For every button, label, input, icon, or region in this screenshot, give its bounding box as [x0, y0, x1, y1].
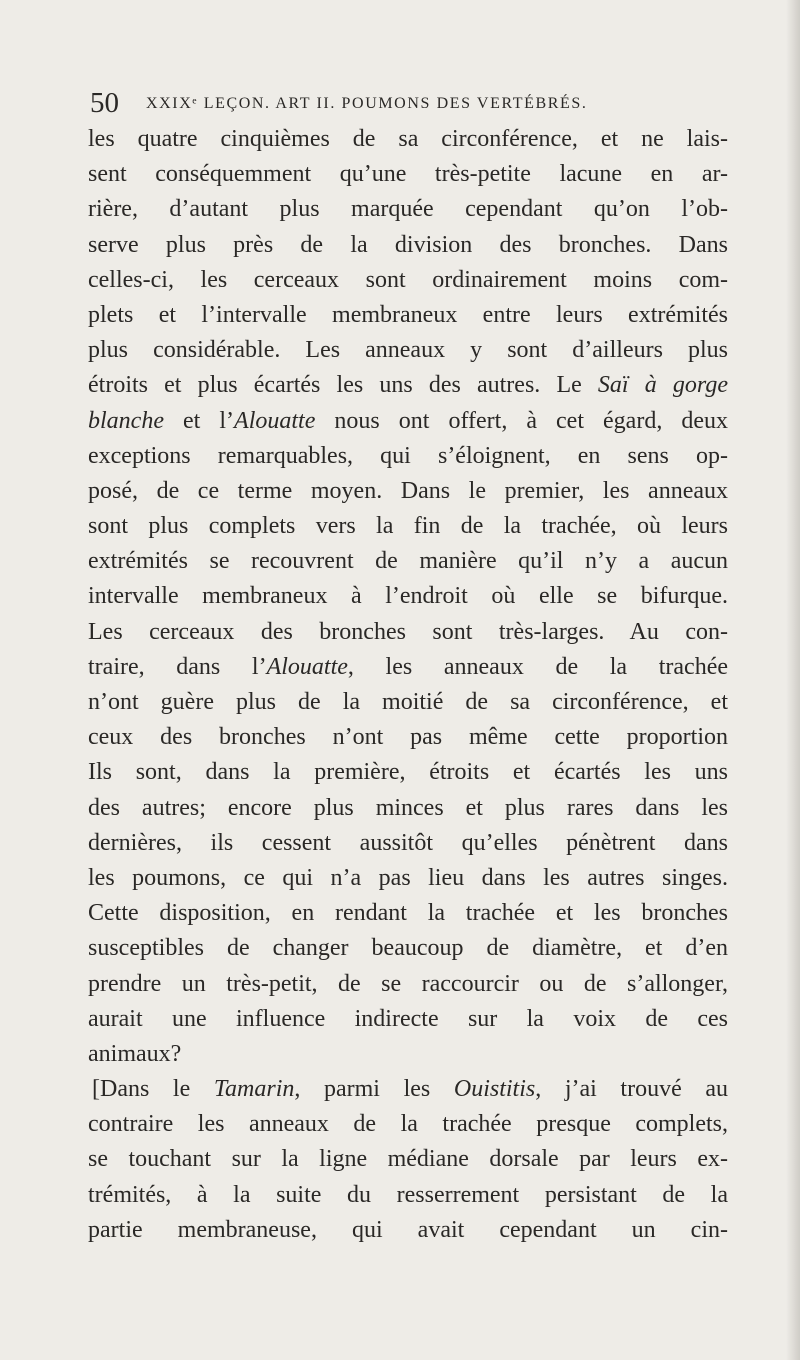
text-segment: Les cerceaux des bronches sont très-larges. Au con-	[88, 618, 728, 645]
text-segment: les poumons, ce qui n’a pas lieu dans les autres singes.	[88, 864, 728, 891]
text-segment: Ils sont, dans la première, étroits et écartés les uns	[88, 759, 728, 786]
text-segment: sont plus complets vers la fin de la trachée, où leurs	[88, 513, 728, 540]
text-segment: et l’	[163, 407, 235, 434]
text-line	[88, 720, 728, 755]
text-line	[88, 192, 728, 227]
text-line	[88, 931, 728, 966]
italic-term: Alouatte	[234, 407, 316, 434]
scan-edge-shadow	[786, 0, 800, 1360]
text-segment: dernières, ils cessent aussitôt qu’elles pénètrent dans	[88, 829, 728, 856]
text-segment: des autres; encore plus minces et plus rares dans les	[88, 794, 728, 821]
text-line	[88, 509, 728, 544]
text-segment: se touchant sur la ligne médiane dorsale par leurs ex-	[88, 1146, 728, 1173]
text-segment: animaux?	[88, 1040, 182, 1067]
text-segment: Cette disposition, en rendant la trachée et les bronches	[88, 900, 728, 927]
text-segment: les quatre cinquièmes de sa circonférence, et ne lais-	[88, 126, 728, 152]
text-segment: plus considérable. Les anneaux y sont d’ailleurs plus	[88, 337, 728, 364]
text-segment: [Dans le	[92, 1076, 214, 1103]
text-segment: aurait une influence indirecte sur la voix de ces	[88, 1005, 728, 1032]
text-line	[88, 650, 728, 685]
text-segment: exceptions remarquables, qui s’éloignent, en sens op-	[88, 442, 728, 469]
text-segment: traire, dans l’	[88, 653, 267, 680]
text-line	[88, 1072, 728, 1107]
italic-term: Ouistitis	[453, 1076, 536, 1103]
page-number: 50	[90, 87, 119, 119]
text-segment: sent conséquemment qu’une très-petite lacune en ar-	[88, 161, 728, 188]
text-segment: partie membraneuse, qui avait cependant un cin-	[88, 1216, 728, 1243]
text-segment: rière, d’autant plus marquée cependant qu’on l’ob-	[88, 196, 728, 223]
text-segment: susceptibles de changer beaucoup de diamètre, et d’en	[88, 935, 728, 962]
text-segment: , parmi les	[294, 1076, 454, 1103]
text-line	[88, 1002, 728, 1037]
text-segment: , j’ai trouvé au	[535, 1076, 728, 1103]
text-line	[88, 967, 728, 1002]
text-line	[88, 1142, 728, 1177]
running-title: XXIXᵉ LEÇON. ART II. POUMONS DES VERTÉBRÉS.	[146, 95, 588, 112]
text-line	[88, 122, 728, 157]
text-line	[88, 263, 728, 298]
italic-term: Alouatte	[266, 653, 348, 680]
text-line	[88, 157, 728, 192]
text-segment: contraire les anneaux de la trachée presque complets,	[88, 1111, 728, 1138]
text-segment: serve plus près de la division des bronches. Dans	[88, 231, 728, 258]
text-segment: ceux des bronches n’ont pas même cette proportion	[88, 724, 728, 751]
text-line	[88, 791, 728, 826]
running-head	[70, 86, 750, 120]
text-line	[88, 228, 728, 263]
body-text	[88, 122, 728, 1248]
text-line	[88, 896, 728, 931]
italic-term: Saï à gorge	[597, 372, 728, 399]
text-line	[88, 1107, 728, 1142]
text-line	[88, 615, 728, 650]
text-segment: plets et l’intervalle membraneux entre leurs extrémités	[88, 301, 728, 328]
text-line	[88, 1037, 728, 1072]
italic-term: blanche	[88, 407, 164, 434]
text-segment: trémités, à la suite du resserrement persistant de la	[88, 1181, 728, 1208]
text-line	[88, 861, 728, 896]
text-line	[88, 1178, 728, 1213]
text-line	[88, 685, 728, 720]
text-segment: étroits et plus écartés les uns des autres. Le	[88, 372, 598, 399]
text-segment: posé, de ce terme moyen. Dans le premier, les anneaux	[88, 477, 728, 504]
text-line	[88, 368, 728, 403]
text-line	[88, 579, 728, 614]
text-segment: prendre un très-petit, de se raccourcir ou de s’allonger,	[88, 970, 728, 997]
text-line	[88, 298, 728, 333]
text-segment: nous ont offert, à cet égard, deux	[315, 407, 728, 434]
text-segment: , les anneaux de la trachée	[347, 653, 728, 680]
text-line	[88, 755, 728, 790]
text-segment: celles-ci, les cerceaux sont ordinairement moins com-	[88, 266, 728, 293]
text-line	[88, 404, 728, 439]
text-line	[88, 826, 728, 861]
italic-term: Tamarin	[213, 1076, 295, 1103]
text-line	[88, 439, 728, 474]
text-segment: extrémités se recouvrent de manière qu’il n’y a aucun	[88, 548, 728, 575]
text-line	[88, 1213, 728, 1248]
text-segment: n’ont guère plus de la moitié de sa circonférence, et	[88, 689, 728, 715]
text-segment: intervalle membraneux à l’endroit où elle se bifurque.	[88, 583, 728, 610]
text-line	[88, 333, 728, 368]
text-line	[88, 544, 728, 579]
text-line	[88, 474, 728, 509]
